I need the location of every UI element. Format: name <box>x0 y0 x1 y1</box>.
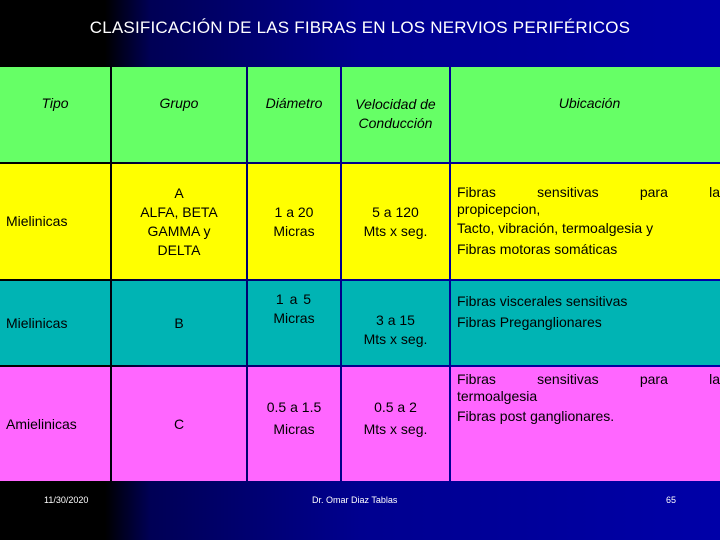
row1-diametro-unit: Micras <box>273 222 315 239</box>
row3-velocidad-unit: Mts x seg. <box>363 421 428 437</box>
row2-diametro <box>248 281 340 365</box>
footer-author: Dr. Omar Diaz Tablas <box>312 495 398 505</box>
row3-grupo: C <box>112 367 246 481</box>
row1-ubicacion-line: Fibras motoras somáticas <box>457 240 618 257</box>
row3-tipo: Amielinicas <box>0 367 110 481</box>
row3-velocidad-value: 0.5 a 2 <box>374 399 417 415</box>
row2-velocidad-unit: Mts x seg. <box>363 331 428 347</box>
row1-ubicacion <box>451 164 720 279</box>
row2-grupo: B <box>112 281 246 365</box>
row3-ubicacion <box>451 367 720 481</box>
row1-grupo-line: A <box>174 184 184 201</box>
row3-diametro <box>248 367 340 481</box>
row1-ubicacion-line: Fibras sensitivas para la <box>457 183 720 200</box>
slide-title: CLASIFICACIÓN DE LAS FIBRAS EN LOS NERVIOS PERIFÉRICOS <box>89 18 631 37</box>
row2-diametro-unit: Micras <box>273 310 315 326</box>
row2-tipo: Mielinicas <box>0 281 110 365</box>
header-velocidad-text: Velocidad de Conducción <box>355 96 436 131</box>
header-ubicacion: Ubicación <box>451 67 720 162</box>
footer-page-number: 65 <box>666 495 677 505</box>
header-grupo: Grupo <box>112 67 246 162</box>
row2-diametro-value: 1 a 5 <box>275 291 313 307</box>
row3-ubicacion-line: Fibras post ganglionares. <box>457 408 615 424</box>
row1-ubicacion-line: Tacto, vibración, termoalgesia y <box>457 219 654 236</box>
header-tipo: Tipo <box>0 67 110 162</box>
fiber-classification-table <box>0 67 720 475</box>
row2-velocidad-value: 3 a 15 <box>376 312 415 328</box>
row3-ubicacion-line: termoalgesia <box>457 388 538 404</box>
header-velocidad <box>342 67 449 162</box>
row2-ubicacion-line: Fibras viscerales sensitivas <box>457 293 628 309</box>
row1-grupo-line: GAMMA y <box>147 222 211 239</box>
row1-grupo <box>112 164 246 279</box>
row1-diametro <box>248 164 340 279</box>
row2-ubicacion-line: Fibras Preganglionares <box>457 314 602 330</box>
row1-grupo-line: ALFA, BETA <box>140 203 218 220</box>
row3-ubicacion-line: Fibras sensitivas para la <box>457 371 720 387</box>
row1-velocidad-unit: Mts x seg. <box>363 222 428 239</box>
row1-grupo-line: DELTA <box>157 241 201 258</box>
row1-ubicacion-line: propicepcion, <box>457 200 541 217</box>
row1-tipo: Mielinicas <box>0 164 110 279</box>
row1-velocidad <box>342 164 449 279</box>
row1-diametro-value: 1 a 20 <box>274 203 314 220</box>
footer-date: 11/30/2020 <box>44 495 89 505</box>
row3-diametro-unit: Micras <box>273 421 315 437</box>
header-diametro: Diámetro <box>248 67 340 162</box>
row1-velocidad-value: 5 a 120 <box>372 203 419 220</box>
row3-velocidad <box>342 367 449 481</box>
row2-ubicacion <box>451 281 720 365</box>
row2-velocidad <box>342 281 449 365</box>
row3-diametro-value: 0.5 a 1.5 <box>266 399 322 415</box>
